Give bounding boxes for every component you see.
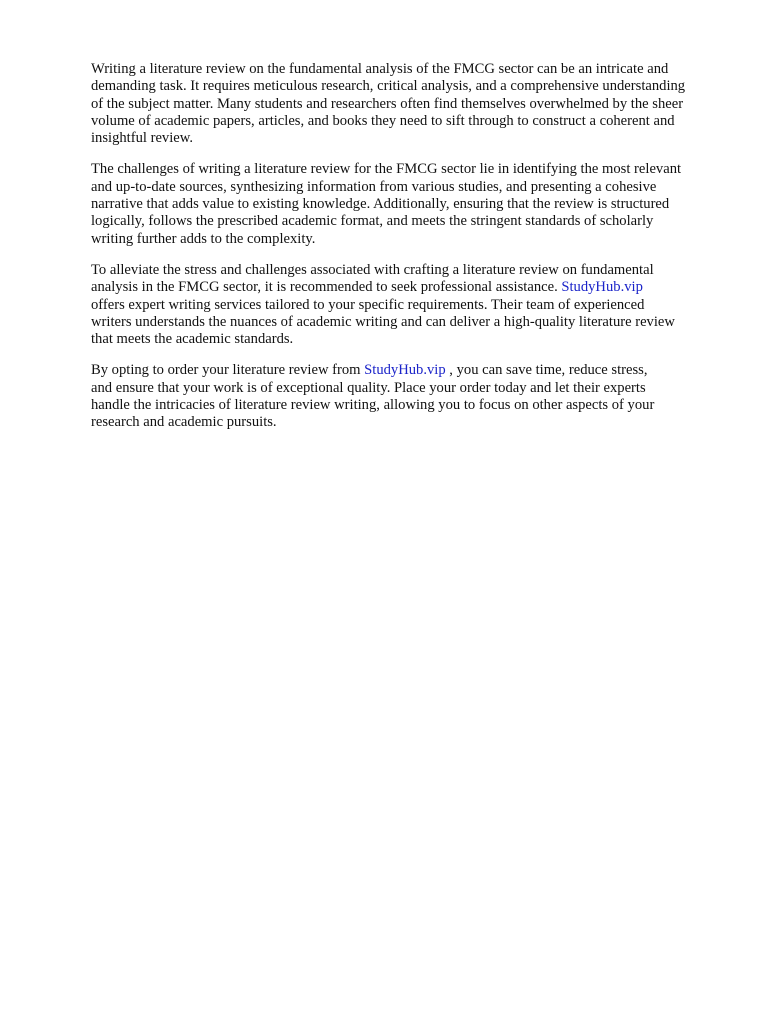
paragraph-order-text-1: By opting to order your literature review from bbox=[91, 362, 365, 379]
studyhub-link-1[interactable]: StudyHub.vip bbox=[561, 279, 643, 296]
paragraph-assistance-text-1: To alleviate the stress and challenges associated with crafting a literature review on fundamental analysis in the FMCG sector, it is recommended to seek professional assistance. bbox=[91, 261, 654, 296]
document-body bbox=[91, 61, 731, 446]
paragraph-order bbox=[91, 362, 731, 431]
paragraph-intro: Writing a literature review on the fundamental analysis of the FMCG sector can be an intricate and demanding task. It requires meticulous research, critical analysis, and a comprehensive understanding of the subject matter. Many students and researchers often find themselves overwhelmed by the sheer volume of academic papers, articles, and books they need to sift through to construct a coherent and insightful review. bbox=[91, 61, 686, 147]
studyhub-link-2[interactable]: StudyHub.vip bbox=[364, 362, 446, 379]
paragraph-assistance-text-2: offers expert writing services tailored to your specific requirements. Their team of experienced writers understands the nuances of academic writing and can deliver a high-quality literature review that meets the academic standards. bbox=[91, 296, 675, 348]
paragraph-assistance bbox=[91, 262, 731, 348]
paragraph-challenges: The challenges of writing a literature review for the FMCG sector lie in identifying the most relevant and up-to-date sources, synthesizing information from various studies, and presenting a cohesive narrative that adds value to existing knowledge. Additionally, ensuring that the review is structured logically, follows the prescribed academic format, and meets the stringent standards of scholarly writing further adds to the complexity. bbox=[91, 161, 682, 247]
paragraph-order-text-2: , you can save time, reduce stress, and ensure that your work is of exceptional quality. Place your order today and let their experts handle the intricacies of literature review writing, allowing you to focus on other aspects of your research and academic pursuits. bbox=[91, 362, 655, 431]
